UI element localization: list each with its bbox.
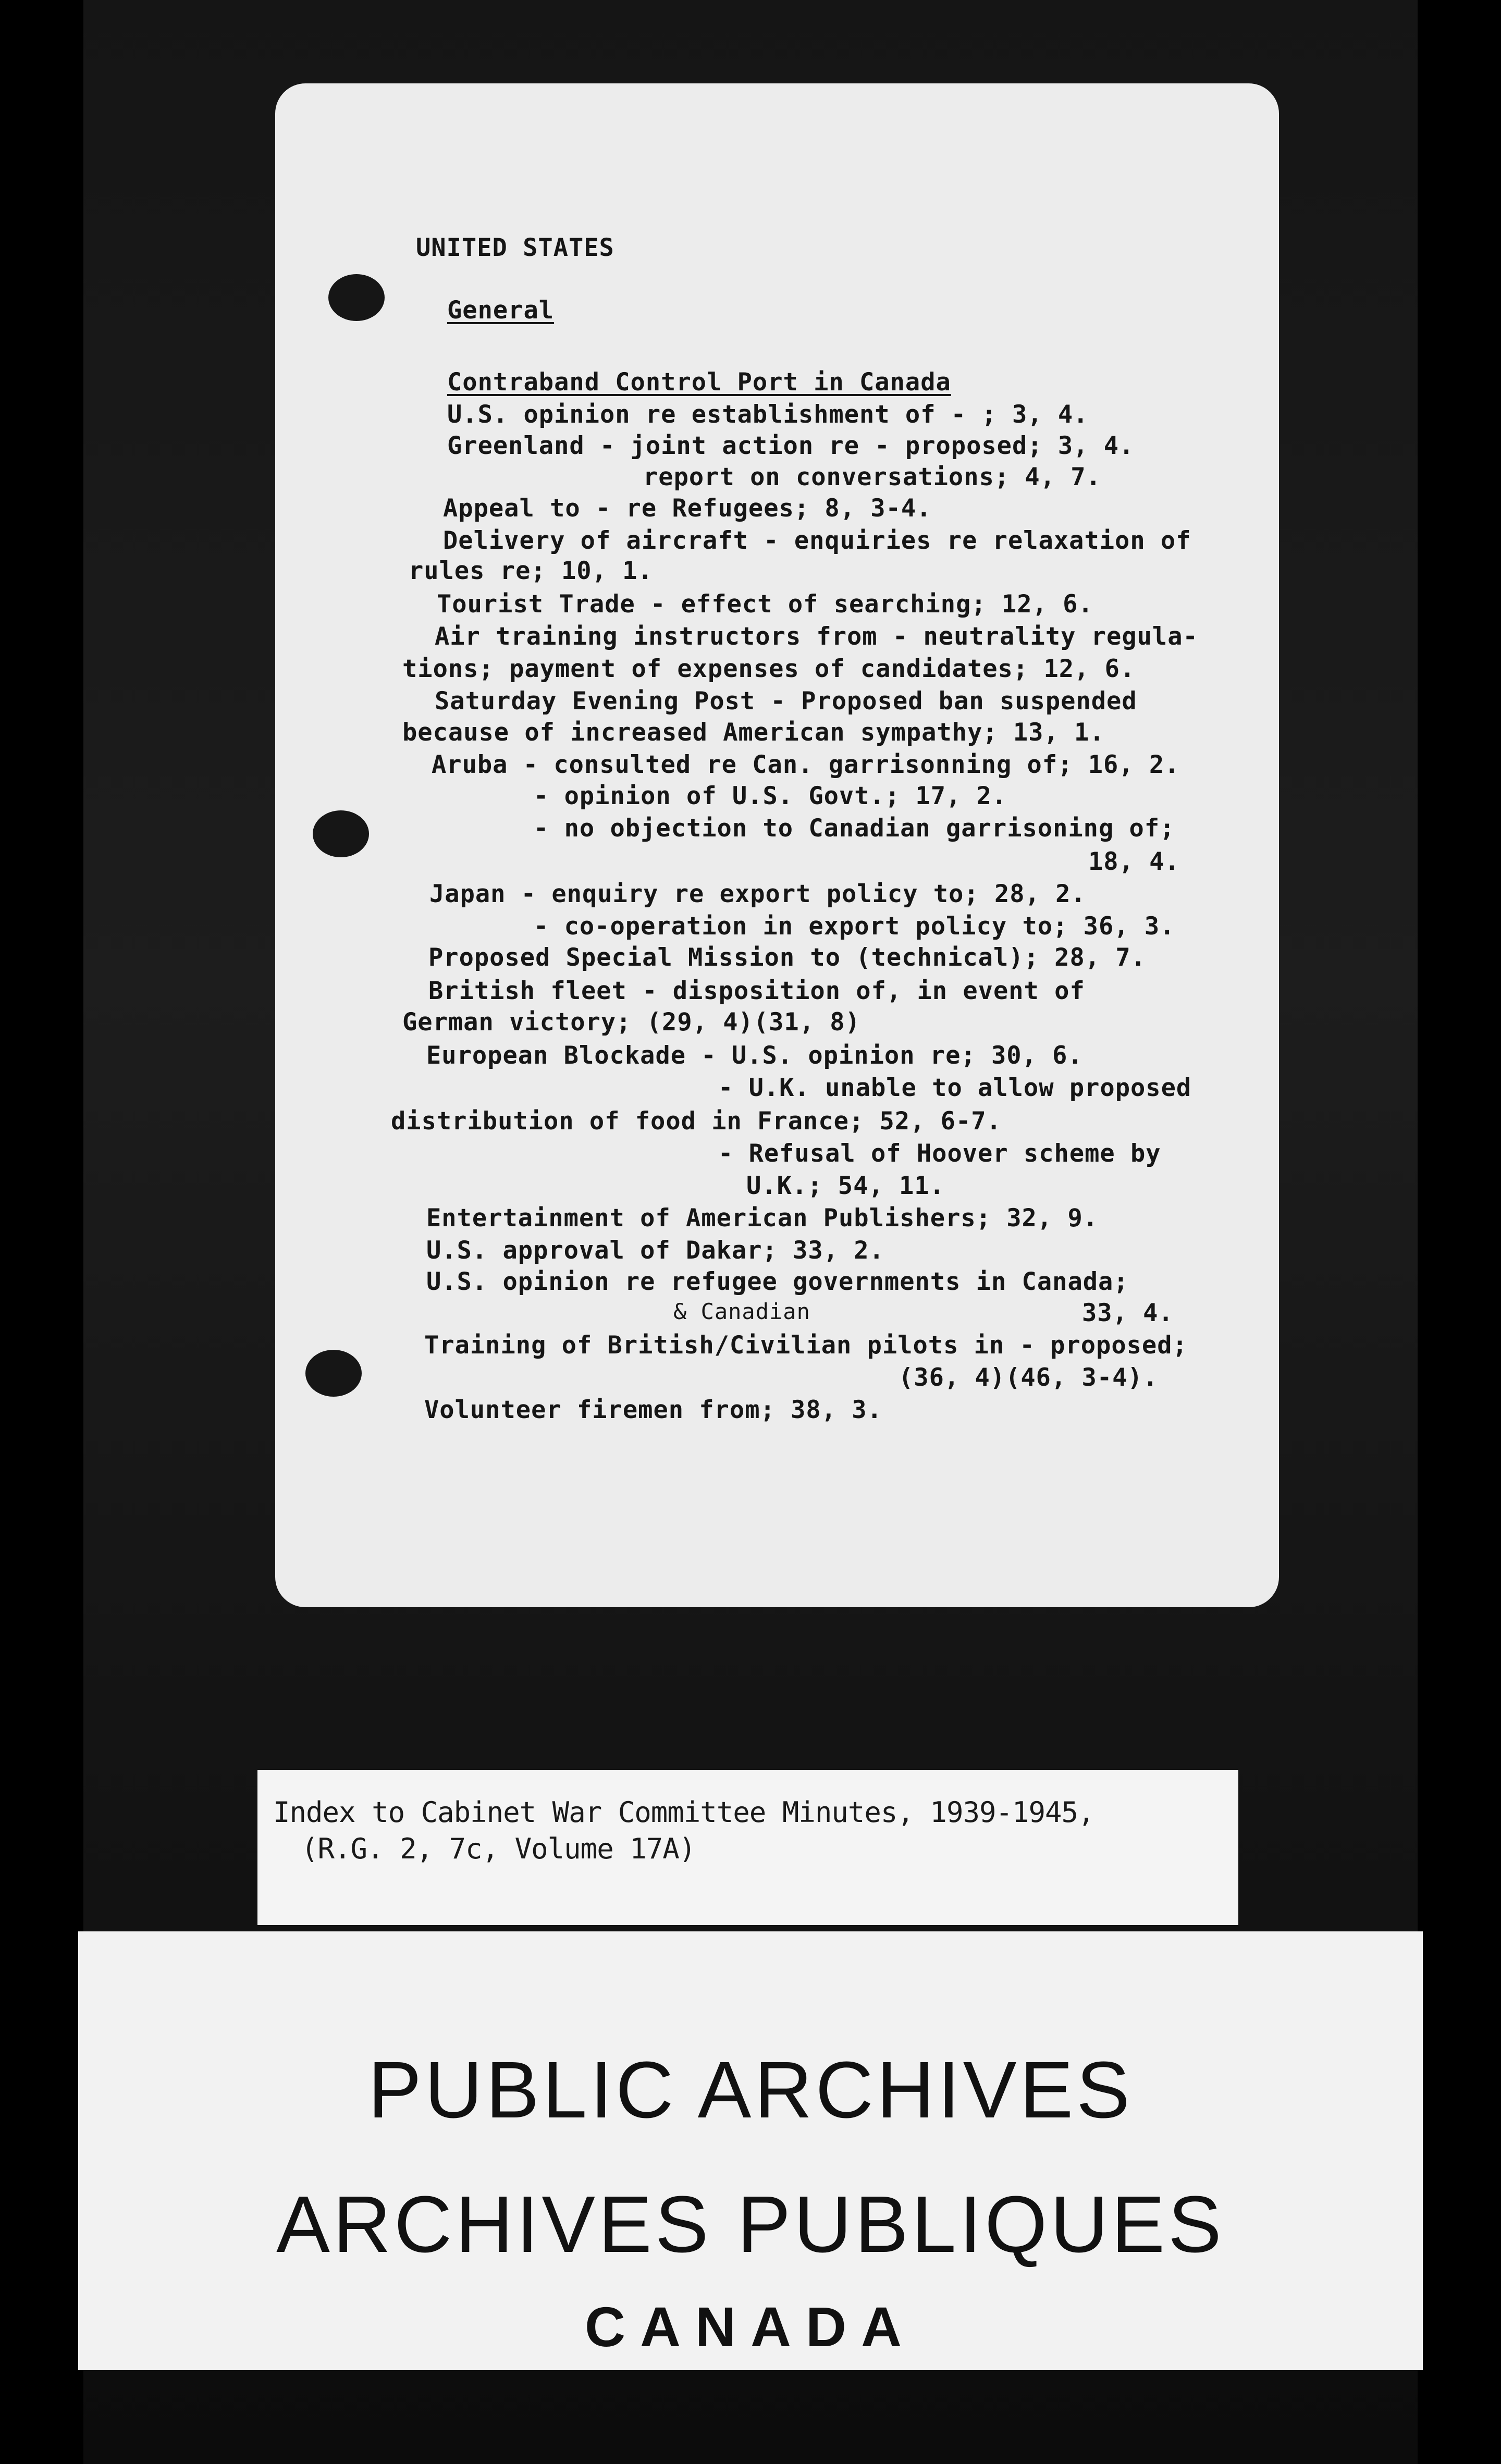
index-entry: rules re; 10, 1. bbox=[409, 557, 653, 585]
index-entry: (36, 4)(46, 3-4). bbox=[899, 1363, 1159, 1392]
index-entry: European Blockade - U.S. opinion re; 30, 6. bbox=[426, 1041, 1083, 1070]
index-entry: Appeal to - re Refugees; 8, 3-4. bbox=[443, 494, 932, 523]
index-entry: U.S. approval of Dakar; 33, 2. bbox=[426, 1236, 884, 1265]
index-entry: Training of British/Civilian pilots in - proposed; bbox=[424, 1331, 1188, 1360]
index-entry: tions; payment of expenses of candidates; 12, 6. bbox=[402, 655, 1136, 683]
heading-general: General bbox=[447, 296, 555, 325]
index-entry: Tourist Trade - effect of searching; 12, 6. bbox=[437, 590, 1093, 619]
index-entries bbox=[275, 83, 1279, 1607]
index-entry: 33, 4. bbox=[1082, 1299, 1174, 1327]
index-entry: - opinion of U.S. Govt.; 17, 2. bbox=[534, 782, 1007, 810]
banner-public-archives: PUBLIC ARCHIVES bbox=[368, 2045, 1133, 2135]
index-entry: & Canadian bbox=[673, 1299, 810, 1324]
index-entry: - no objection to Canadian garrisoning of; bbox=[534, 814, 1175, 843]
index-entry: 18, 4. bbox=[1088, 847, 1180, 876]
subheading-contraband: Contraband Control Port in Canada bbox=[447, 368, 951, 397]
index-entry: U.K.; 54, 11. bbox=[746, 1172, 945, 1200]
index-card bbox=[275, 83, 1279, 1607]
index-entry: British fleet - disposition of, in event of bbox=[428, 977, 1085, 1005]
index-entry: Entertainment of American Publishers; 32, 9. bbox=[426, 1204, 1099, 1233]
archives-banner bbox=[78, 1931, 1423, 2370]
index-entry: Japan - enquiry re export policy to; 28, 2. bbox=[429, 880, 1086, 908]
index-entry: Delivery of aircraft - enquiries re relaxation of bbox=[443, 526, 1191, 555]
index-entry: Volunteer firemen from; 38, 3. bbox=[424, 1396, 882, 1424]
index-entry: German victory; (29, 4)(31, 8) bbox=[402, 1008, 860, 1037]
index-entry: - Refusal of Hoover scheme by bbox=[718, 1139, 1161, 1168]
index-entry: U.S. opinion re refugee governments in Canada; bbox=[426, 1267, 1129, 1296]
index-entry: - U.K. unable to allow proposed bbox=[718, 1074, 1192, 1102]
index-entry: report on conversations; 4, 7. bbox=[643, 463, 1101, 491]
index-entry: because of increased American sympathy; 13, 1. bbox=[402, 718, 1105, 747]
banner-canada: CANADA bbox=[585, 2295, 916, 2358]
index-entry: Air training instructors from - neutrality regula- bbox=[435, 622, 1198, 651]
index-entry: U.S. opinion re establishment of - ; 3, 4. bbox=[447, 400, 1089, 429]
caption-card bbox=[257, 1770, 1238, 1925]
heading-united-states: UNITED STATES bbox=[416, 233, 614, 262]
index-entry: - co-operation in export policy to; 36, 3. bbox=[534, 912, 1175, 941]
banner-archives-publiques: ARCHIVES PUBLIQUES bbox=[276, 2179, 1225, 2269]
index-entry: Proposed Special Mission to (technical); 28, 7. bbox=[428, 943, 1146, 972]
index-entry: Aruba - consulted re Can. garrisonning of; 16, 2. bbox=[432, 750, 1180, 779]
index-entry: Greenland - joint action re - proposed; 3, 4. bbox=[447, 432, 1135, 460]
caption-line-2: (R.G. 2, 7c, Volume 17A) bbox=[301, 1832, 696, 1865]
caption-line-1: Index to Cabinet War Committee Minutes, 1939-1945, bbox=[273, 1796, 1094, 1829]
index-entry: distribution of food in France; 52, 6-7. bbox=[391, 1107, 1002, 1136]
index-entry: Saturday Evening Post - Proposed ban suspended bbox=[435, 687, 1137, 716]
